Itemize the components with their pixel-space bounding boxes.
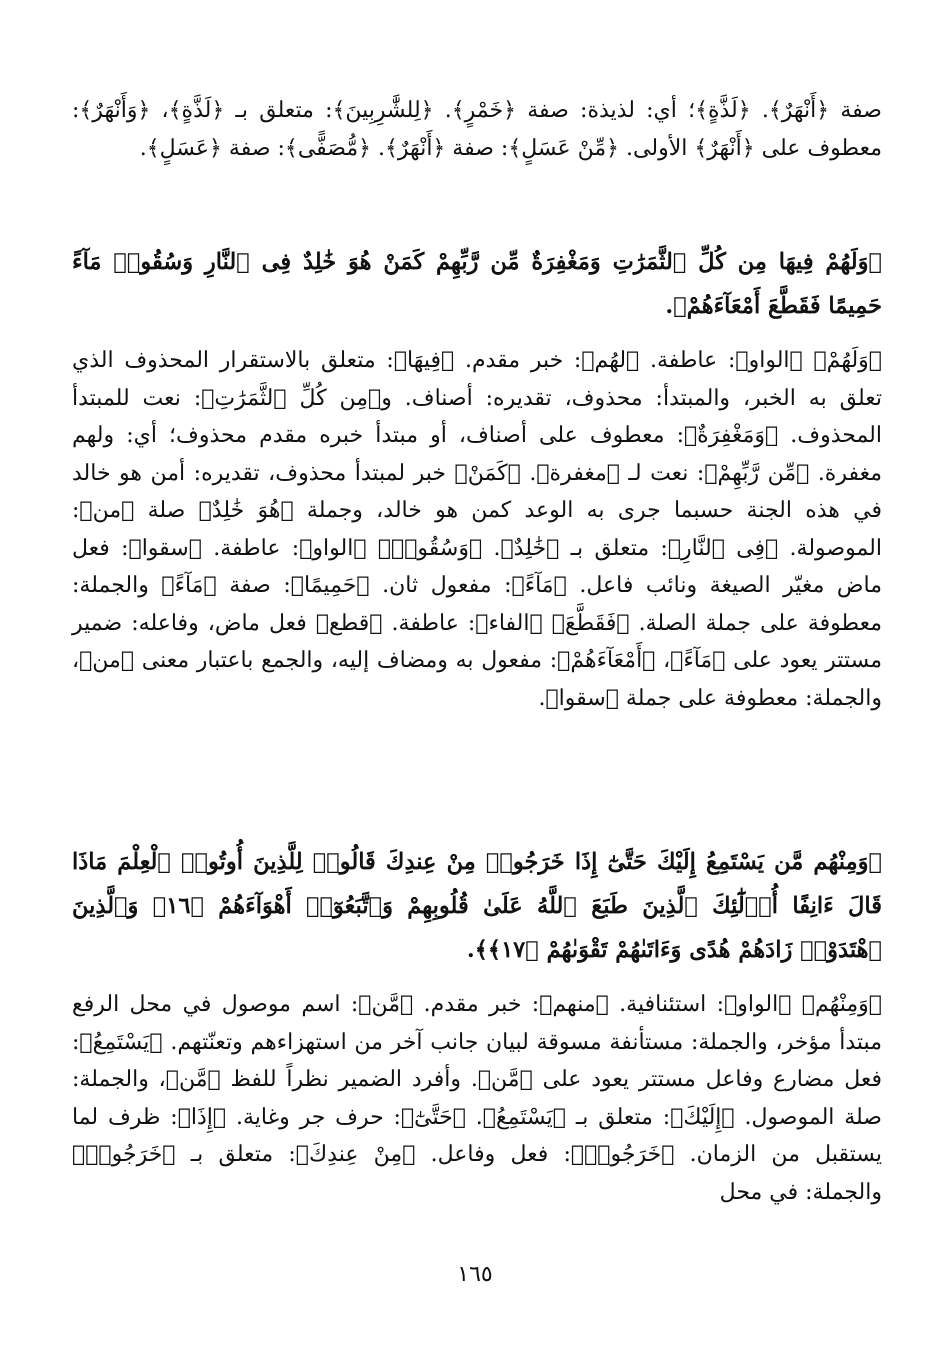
paragraph-1: صفة ﴿أَنْهَرٌ﴾. ﴿لَذَّةٍ﴾؛ أي: لذيذة: صفة ﴿خَمْرٍ﴾. ﴿لِلشَّٰرِبِينَ﴾: متعلق بـ ﴿لَذَّةٍ﴾، ﴿وَأَنْهَرٌ﴾: معطوف على ﴿أَنْهَرٌ﴾ الأولى. ﴿مِّنْ عَسَلٍ﴾: صفة ﴿أَنْهَرٌ﴾. ﴿مُّصَفًّى﴾: صفة ﴿عَسَلٍ﴾. xyxy=(72,98,882,161)
paragraph-2: ﴿وَلَهُمْ﴾ ﴿الواو﴾: عاطفة. ﴿لهُم﴾: خبر مقدم. ﴿فِيهَا﴾: متعلق بالاستقرار المحذوف الذي تعلق به الخبر، والمبتدأ: محذوف، تقديره: أصناف. و﴿مِن كُلِّ ٱلثَّمَرَٰتِ﴾: نعت للمبتدأ المحذوف. ﴿وَمَغْفِرَةٌ﴾: معطوف على أصناف، أو مبتدأ خبره مقدم محذوف؛ أي: ولهم مغفرة. ﴿مِّن رَّبِّهِمْ﴾: نعت لـ ﴿مغفرة﴾. ﴿كَمَنْ﴾ خبر لمبتدأ محذوف، تقديره: أمن هو خالد في هذه الجنة حسبما جرى به الوعد كمن هو خالد، وجملة ﴿هُوَ خَٰلِدٌ﴾ صلة ﴿من﴾: الموصولة. ﴿فِى ٱلنَّارِ﴾: متعلق بـ ﴿خَٰلِدٌ﴾. ﴿وَسُقُوا۟﴾ ﴿الواو﴾: عاطفة. ﴿سقوا﴾: فعل ماض مغيّر الصيغة ونائب فاعل. ﴿مَآءً﴾: مفعول ثان. ﴿حَمِيمًا﴾: صفة ﴿مَآءً﴾ والجملة: معطوفة على جملة الصلة. ﴿فَقَطَّعَ﴾ ﴿الفاء﴾: عاطفة. ﴿قطع﴾ فعل ماض، وفاعله: ضمير مستتر يعود على ﴿مَآءً﴾، ﴿أَمْعَآءَهُمْ﴾: مفعول به ومضاف إليه، والجمع باعتبار معنى ﴿من﴾، والجملة: معطوفة على جملة ﴿سقوا﴾. xyxy=(72,348,882,711)
page-number: ١٦٥ xyxy=(457,1262,493,1287)
quran-verse-1: ﴿وَلَهُمْ فِيهَا مِن كُلِّ ٱلثَّمَرَٰتِ وَمَغْفِرَةٌ مِّن رَّبِّهِمْ كَمَنْ هُوَ خَٰلِدٌ فِى ٱلنَّارِ وَسُقُوا۟ مَآءً حَمِيمًا فَقَطَّعَ أَمْعَآءَهُمْ﴾. xyxy=(72,249,882,319)
paragraph-3: ﴿وَمِنْهُم﴾ ﴿الواو﴾: استئنافية. ﴿منهم﴾: خبر مقدم. ﴿مَّن﴾: اسم موصول في محل الرفع مبتدأ مؤخر، والجملة: مستأنفة مسوقة لبيان جانب آخر من استهزاءهم وتعنّتهم. ﴿يَسْتَمِعُ﴾: فعل مضارع وفاعل مستتر يعود على ﴿مَّن﴾. وأفرد الضمير نظراً للفظ ﴿مَّن﴾، والجملة: صلة الموصول. ﴿إِلَيْكَ﴾: متعلق بـ ﴿يَسْتَمِعُ﴾. ﴿حَتَّىٰٓ﴾: حرف جر وغاية. ﴿إِذَا﴾: ظرف لما يستقبل من الزمان. ﴿خَرَجُوا۟﴾: فعل وفاعل. ﴿مِنْ عِندِكَ﴾: متعلق بـ ﴿خَرَجُوا۟﴾ والجملة: في محل xyxy=(72,992,882,1205)
quran-verse-2: ﴿وَمِنْهُم مَّن يَسْتَمِعُ إِلَيْكَ حَتَّىٰٓ إِذَا خَرَجُوا۟ مِنْ عِندِكَ قَالُوا۟ لِلَّذِينَ أُوتُوا۟ ٱلْعِلْمَ مَاذَا قَالَ ءَانِفًا أُو۟لَٰٓئِكَ ٱلَّذِينَ طَبَعَ ٱللَّهُ عَلَىٰ قُلُوبِهِمْ وَٱتَّبَعُوٓا۟ أَهْوَآءَهُمْ ﴿١٦﴾ وَٱلَّذِينَ ٱهْتَدَوْا۟ زَادَهُمْ هُدًى وَءَاتَىٰهُمْ تَقْوَىٰهُمْ ﴿١٧﴾﴾. xyxy=(72,849,883,963)
